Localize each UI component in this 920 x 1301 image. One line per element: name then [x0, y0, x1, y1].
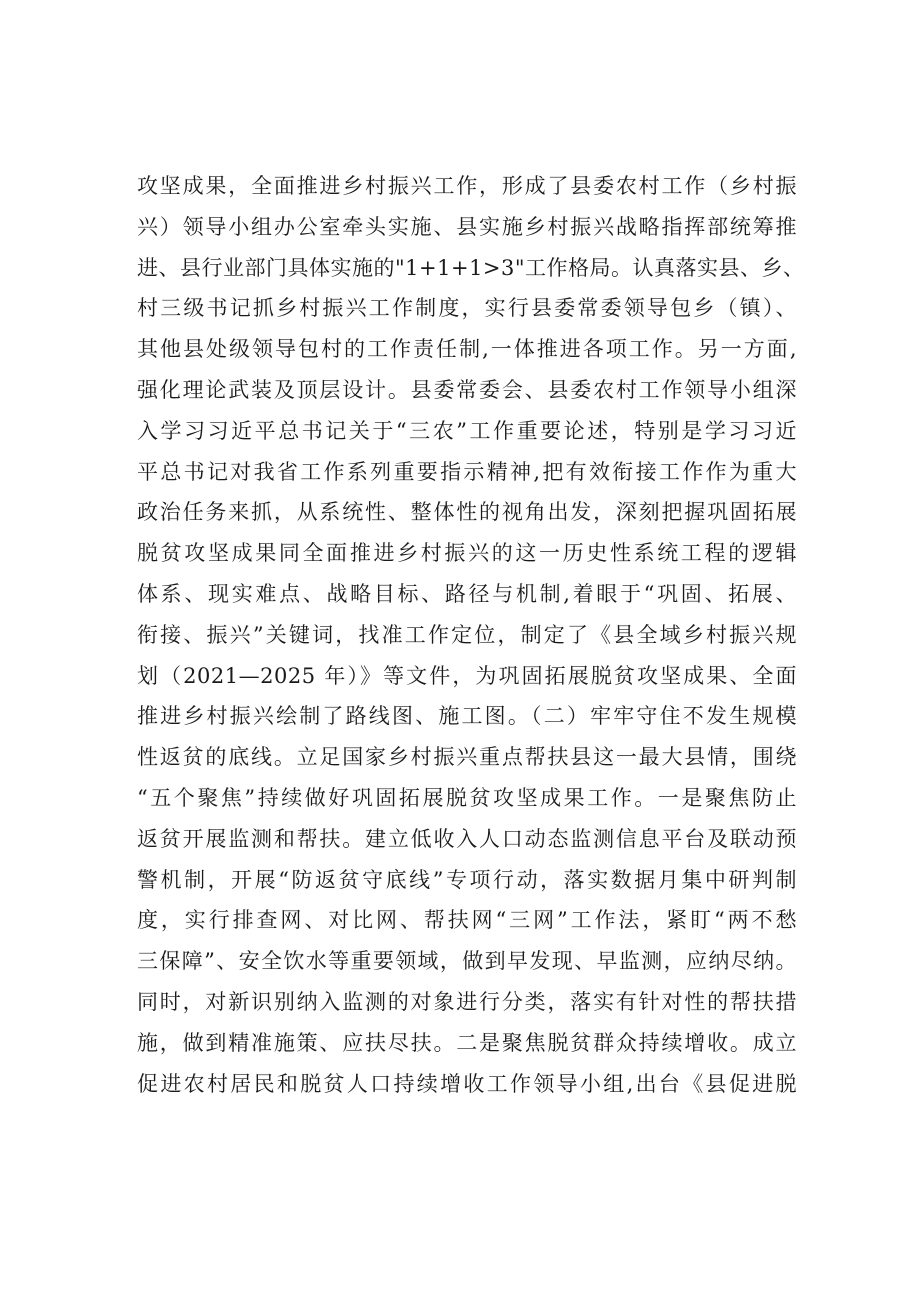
text-line: 促进农村居民和脱贫人口持续增收工作领导小组,出台《县促进脱: [137, 1071, 797, 1096]
text-line: “五个聚焦”持续做好巩固拓展脱贫攻坚成果工作。一是聚焦防止: [137, 785, 797, 810]
text-line: 入学习习近平总书记关于“三农”工作重要论述，特别是学习习近: [137, 418, 797, 443]
text-line: 划（2021—2025 年）》等文件，为巩固拓展脱贫攻坚成果、全面: [137, 663, 797, 688]
text-line: 推进乡村振兴绘制了路线图、施工图。（二）牢牢守住不发生规模: [137, 704, 797, 729]
text-line: 村三级书记抓乡村振兴工作制度，实行县委常委领导包乡（镇）、: [137, 296, 797, 321]
text-line: 施，做到精准施策、应扶尽扶。二是聚焦脱贫群众持续增收。成立: [137, 1030, 797, 1055]
text-line: 强化理论武装及顶层设计。县委常委会、县委农村工作领导小组深: [137, 377, 797, 402]
text-line: 攻坚成果，全面推进乡村振兴工作，形成了县委农村工作（乡村振: [137, 174, 797, 198]
text-line: 性返贫的底线。立足国家乡村振兴重点帮扶县这一最大县情，围绕: [137, 745, 797, 770]
text-line: 返贫开展监测和帮扶。建立低收入人口动态监测信息平台及联动预: [137, 826, 797, 851]
text-line: 脱贫攻坚成果同全面推进乡村振兴的这一历史性系统工程的逻辑: [137, 541, 797, 566]
text-line: 其他县处级领导包村的工作责任制,一体推进各项工作。另一方面,: [137, 337, 797, 362]
text-line: 衔接、振兴”关键词，找准工作定位，制定了《县全域乡村振兴规: [137, 622, 797, 647]
text-line: 警机制，开展“防返贫守底线”专项行动，落实数据月集中研判制: [137, 867, 797, 892]
text-line: 兴）领导小组办公室牵头实施、县实施乡村振兴战略指挥部统筹推: [137, 214, 797, 239]
text-line: 进、县行业部门具体实施的"1+1+1>3"工作格局。认真落实县、乡、: [137, 255, 805, 280]
text-line: 度，实行排查网、对比网、帮扶网“三网”工作法，紧盯“两不愁: [137, 908, 797, 933]
text-line: 体系、现实难点、战略目标、路径与机制,着眼于“巩固、拓展、: [137, 581, 797, 606]
text-line: 平总书记对我省工作系列重要指示精神,把有效衔接工作作为重大: [137, 459, 797, 484]
text-line: 三保障”、安全饮水等重要领域，做到早发现、早监测，应纳尽纳。: [137, 949, 797, 974]
text-line: 政治任务来抓，从系统性、整体性的视角出发，深刻把握巩固拓展: [137, 500, 797, 525]
body-text: [137, 166, 805, 1104]
text-line: 同时，对新识别纳入监测的对象进行分类，落实有针对性的帮扶措: [137, 989, 797, 1014]
